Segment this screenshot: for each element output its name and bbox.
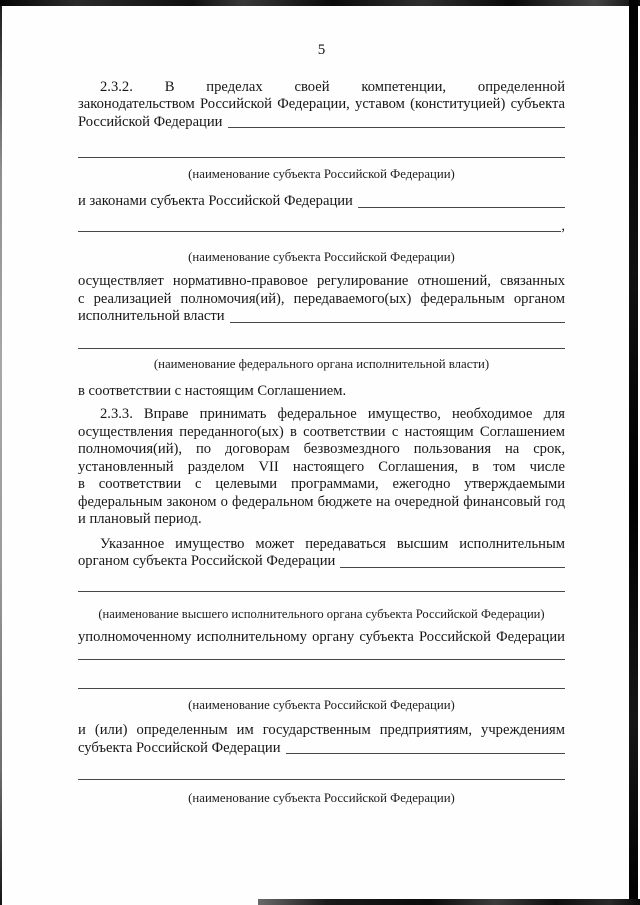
scan-edge-bottom-bar	[258, 899, 640, 905]
paragraph-2-3-2-tail-row	[78, 114, 565, 132]
paragraph-i-ili-line: и (или) определенным им государственным предприятиям, учреждениям	[78, 722, 565, 738]
paragraph-osush-line: с реализацией полномочия(ий), передаваемого(ых) федеральным органом	[78, 290, 565, 307]
paragraph-2-3-2-tail-text: Российской Федерации	[78, 113, 223, 130]
paragraph-2-3-3-line: и плановый период.	[78, 511, 202, 527]
paragraph-upoln: уполномоченному исполнительному органу субъекта Российской Федерации	[78, 628, 565, 645]
caption-subject: (наименование субъекта Российской Федерации)	[188, 698, 455, 712]
scan-edge-left-line	[0, 6, 2, 905]
paragraph-2-3-3-line: полномочия(ий), по договорам безвозмездного пользования на срок,	[78, 441, 565, 457]
law-line-text: и законами субъекта Российской Федерации	[78, 193, 353, 209]
blank-line	[78, 231, 561, 232]
law-line-row	[78, 193, 565, 211]
paragraph-i-ili-tail-text: субъекта Российской Федерации	[78, 739, 281, 756]
paragraph-sootv: в соответствии с настоящим Соглашением.	[78, 382, 347, 399]
fill-in-line	[286, 753, 565, 754]
paragraph-ukaz-line: Указанное имущество может передаваться высшим исполнительным	[100, 535, 565, 552]
paragraph-2-3-3-line: 2.3.3. Вправе принимать федеральное имущество, необходимое для	[100, 406, 565, 422]
paragraph-2-3-3-line: осуществления переданного(ых) в соответствии с настоящим Соглашением	[78, 423, 565, 440]
paragraph-ukaz-tail-row	[78, 553, 565, 571]
fill-in-line	[228, 127, 566, 128]
paragraph-2-3-3-line: федеральным законом о федеральном бюджете на очередной финансовый год	[78, 493, 565, 510]
paragraph-osush-tail-row	[78, 308, 565, 326]
paragraph-2-3-3-line: в соответствии с целевыми программами, ежегодно утверждаемыми	[78, 476, 565, 492]
fill-in-line	[340, 567, 565, 568]
paragraph-i-ili-tail-row	[78, 740, 565, 758]
trailing-comma: ,	[561, 217, 565, 234]
blank-line	[78, 157, 565, 158]
blank-line	[78, 779, 565, 780]
document-content	[78, 6, 565, 806]
paragraph-2-3-3-line: установленный разделом VII настоящего Соглашения, в том числе	[78, 458, 565, 475]
caption-subject: (наименование субъекта Российской Федерации)	[188, 167, 455, 181]
page-number: 5	[317, 42, 326, 58]
paragraph-2-3-2-line: 2.3.2. В пределах своей компетенции, определенной	[100, 78, 565, 95]
blank-line	[78, 591, 565, 592]
blank-line	[78, 659, 565, 660]
blank-line-row	[78, 218, 565, 236]
paragraph-osush-tail-text: исполнительной власти	[78, 308, 225, 324]
caption-subject: (наименование субъекта Российской Федерации)	[188, 791, 455, 805]
fill-in-line	[358, 207, 565, 208]
fill-in-line	[230, 322, 565, 323]
caption-highest-executive: (наименование высшего исполнительного органа субъекта Российской Федерации)	[98, 606, 545, 621]
blank-line	[78, 688, 565, 689]
paragraph-osush-line: осуществляет нормативно-правовое регулирование отношений, связанных	[78, 273, 565, 289]
caption-federal-authority: (наименование федерального органа исполнительной власти)	[153, 356, 490, 371]
paragraph-2-3-2-line: законодательством Российской Федерации, уставом (конституцией) субъекта	[78, 96, 565, 112]
scan-edge-right-bar	[629, 0, 638, 905]
paragraph-ukaz-tail-text: органом субъекта Российской Федерации	[78, 553, 336, 569]
blank-line	[78, 348, 565, 349]
caption-subject: (наименование субъекта Российской Федерации)	[188, 250, 455, 264]
